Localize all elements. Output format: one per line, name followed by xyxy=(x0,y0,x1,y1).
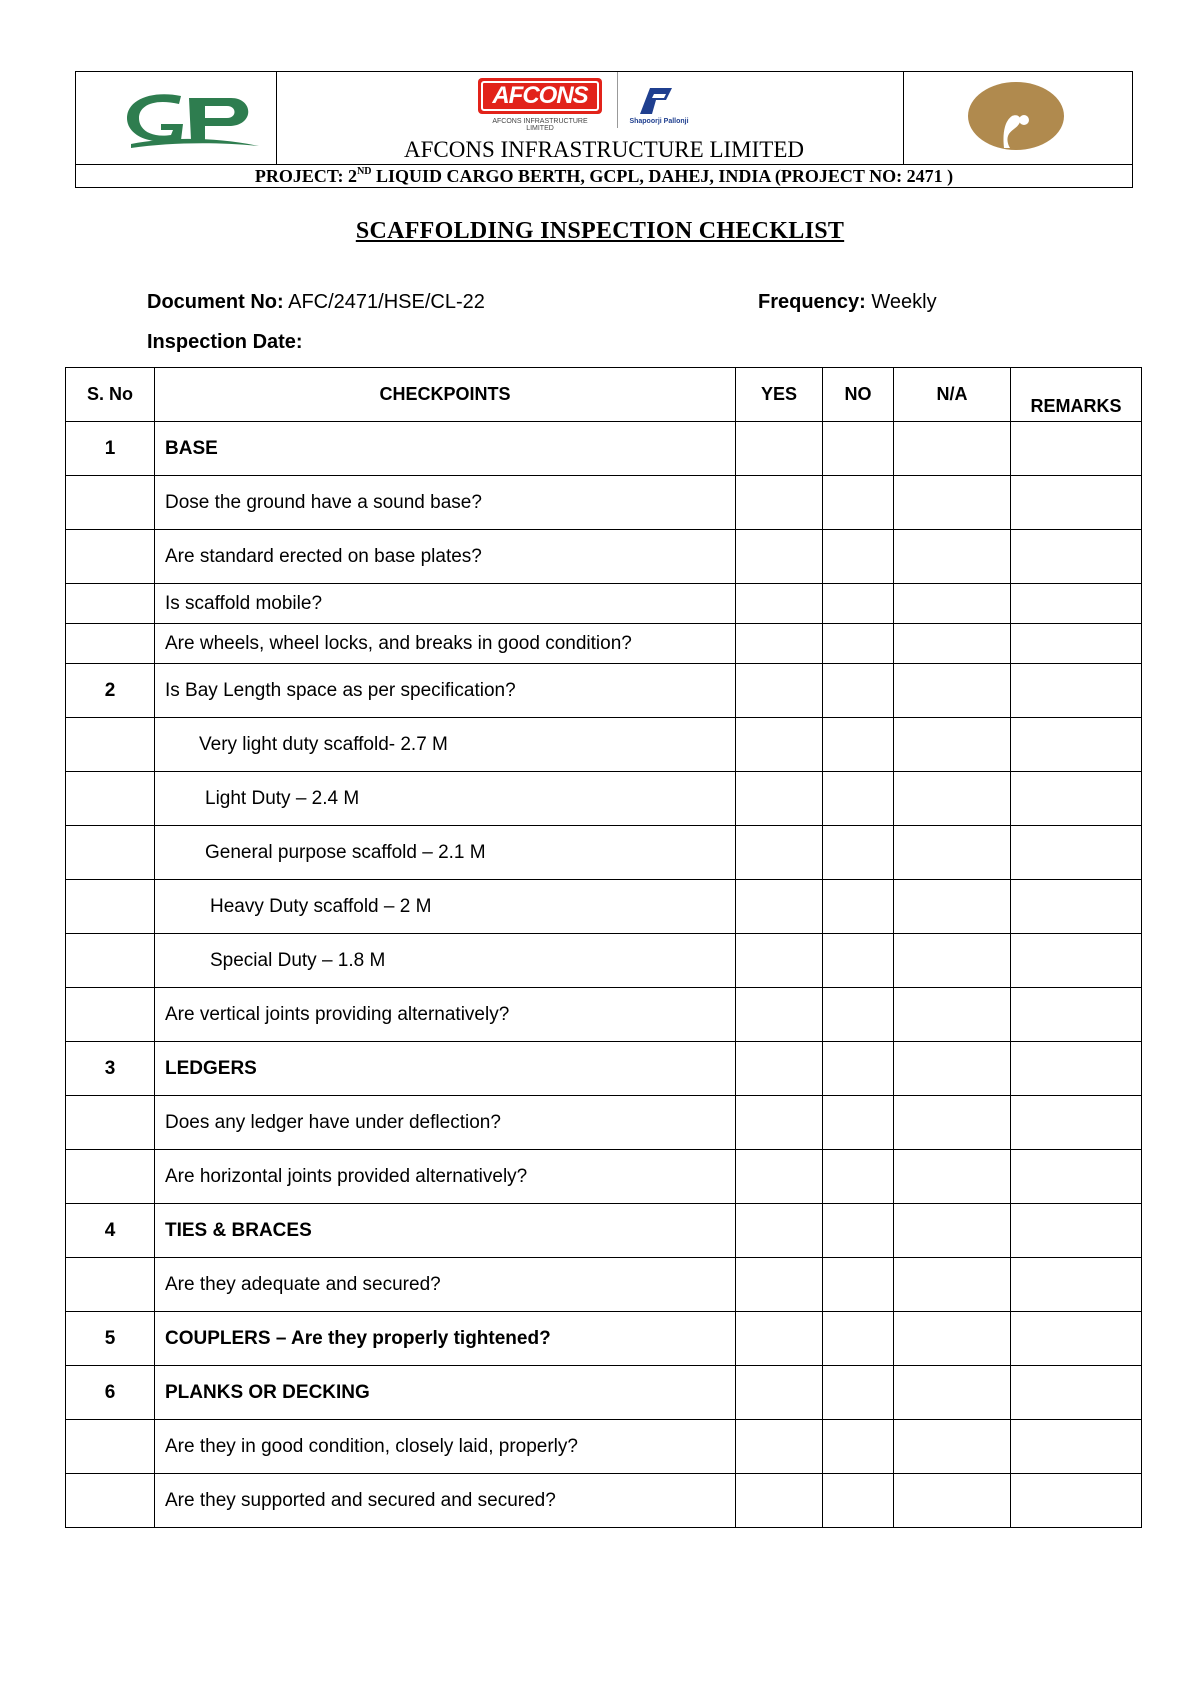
checkpoint-cell: Are standard erected on base plates? xyxy=(155,530,736,584)
table-row xyxy=(66,1096,1142,1150)
serial-number-cell: 5 xyxy=(66,1312,155,1366)
table-row xyxy=(66,1258,1142,1312)
no-cell[interactable] xyxy=(823,718,894,772)
checkpoint-cell: Very light duty scaffold- 2.7 M xyxy=(155,718,736,772)
inspection-date xyxy=(147,331,303,354)
checkpoint-cell: Are they supported and secured and secured? xyxy=(155,1474,736,1528)
na-cell[interactable] xyxy=(894,880,1011,934)
remarks-cell[interactable] xyxy=(1011,422,1142,476)
remarks-cell[interactable] xyxy=(1011,1258,1142,1312)
remarks-cell[interactable] xyxy=(1011,1204,1142,1258)
na-cell[interactable] xyxy=(894,1150,1011,1204)
na-cell[interactable] xyxy=(894,1042,1011,1096)
yes-cell[interactable] xyxy=(736,624,823,664)
checkpoint-cell: Are they adequate and secured? xyxy=(155,1258,736,1312)
serial-number-cell xyxy=(66,826,155,880)
checklist-table xyxy=(65,367,1142,1528)
serial-number-cell xyxy=(66,530,155,584)
checkpoint-cell: Special Duty – 1.8 M xyxy=(155,934,736,988)
serial-number-cell xyxy=(66,718,155,772)
serial-number-cell xyxy=(66,1150,155,1204)
yes-cell[interactable] xyxy=(736,664,823,718)
afcons-logo xyxy=(478,78,602,114)
yes-cell[interactable] xyxy=(736,826,823,880)
remarks-cell[interactable] xyxy=(1011,718,1142,772)
column-header-checkpoints: CHECKPOINTS xyxy=(155,368,736,422)
checkpoint-cell: Does any ledger have under deflection? xyxy=(155,1096,736,1150)
remarks-cell[interactable] xyxy=(1011,664,1142,718)
checkpoint-cell: Are vertical joints providing alternatively? xyxy=(155,988,736,1042)
serial-number-cell xyxy=(66,880,155,934)
column-header-na: N/A xyxy=(894,368,1011,422)
serial-number-cell xyxy=(66,772,155,826)
serial-number-cell: 1 xyxy=(66,422,155,476)
na-cell[interactable] xyxy=(894,530,1011,584)
yes-cell[interactable] xyxy=(736,1096,823,1150)
frequency-value: Weekly xyxy=(871,291,937,313)
checkpoint-cell: Heavy Duty scaffold – 2 M xyxy=(155,880,736,934)
no-cell[interactable] xyxy=(823,826,894,880)
yes-cell[interactable] xyxy=(736,1042,823,1096)
checkpoint-cell: Are wheels, wheel locks, and breaks in good condition? xyxy=(155,624,736,664)
serial-number-cell: 2 xyxy=(66,664,155,718)
checkpoint-cell: Are horizontal joints provided alternatively? xyxy=(155,1150,736,1204)
no-cell[interactable] xyxy=(823,530,894,584)
frequency xyxy=(758,291,937,314)
checkpoint-cell: Is scaffold mobile? xyxy=(155,584,736,624)
table-row xyxy=(66,624,1142,664)
serial-number-cell xyxy=(66,1474,155,1528)
company-name: AFCONS INFRASTRUCTURE LIMITED xyxy=(404,137,804,162)
remarks-cell[interactable] xyxy=(1011,1312,1142,1366)
header-divider xyxy=(76,164,1132,165)
table-row xyxy=(66,1150,1142,1204)
table-row xyxy=(66,772,1142,826)
afcons-logo-subtext: AFCONS INFRASTRUCTURE LIMITED xyxy=(492,118,588,132)
checkpoint-cell: Are they in good condition, closely laid, properly? xyxy=(155,1420,736,1474)
na-cell[interactable] xyxy=(894,1474,1011,1528)
na-cell[interactable] xyxy=(894,624,1011,664)
no-cell[interactable] xyxy=(823,934,894,988)
section-heading-cell: TIES & BRACES xyxy=(155,1204,736,1258)
table-row xyxy=(66,1420,1142,1474)
na-cell[interactable] xyxy=(894,1366,1011,1420)
na-cell[interactable] xyxy=(894,1096,1011,1150)
no-cell[interactable] xyxy=(823,1150,894,1204)
na-cell[interactable] xyxy=(894,772,1011,826)
remarks-cell[interactable] xyxy=(1011,1474,1142,1528)
shapoorji-pallonji-logo xyxy=(636,84,676,118)
serial-number-cell xyxy=(66,1420,155,1474)
inspection-date-label: Inspection Date: xyxy=(147,331,303,353)
column-header-sno: S. No xyxy=(66,368,155,422)
remarks-cell[interactable] xyxy=(1011,772,1142,826)
table-row xyxy=(66,422,1142,476)
table-row xyxy=(66,530,1142,584)
no-cell[interactable] xyxy=(823,624,894,664)
table-row xyxy=(66,826,1142,880)
yes-cell[interactable] xyxy=(736,934,823,988)
na-cell[interactable] xyxy=(894,584,1011,624)
document-header xyxy=(75,71,1133,188)
column-header-remarks: REMARKS xyxy=(1011,368,1142,422)
remarks-cell[interactable] xyxy=(1011,934,1142,988)
table-row xyxy=(66,988,1142,1042)
page-title: SCAFFOLDING INSPECTION CHECKLIST xyxy=(355,218,845,244)
yes-cell[interactable] xyxy=(736,880,823,934)
no-cell[interactable] xyxy=(823,1366,894,1420)
project-superscript: ND xyxy=(357,166,372,177)
checkpoint-cell: Light Duty – 2.4 M xyxy=(155,772,736,826)
no-cell[interactable] xyxy=(823,1474,894,1528)
serial-number-cell: 6 xyxy=(66,1366,155,1420)
remarks-cell[interactable] xyxy=(1011,624,1142,664)
table-row xyxy=(66,934,1142,988)
checkpoint-cell: General purpose scaffold – 2.1 M xyxy=(155,826,736,880)
yes-cell[interactable] xyxy=(736,1420,823,1474)
na-cell[interactable] xyxy=(894,664,1011,718)
shapoorji-pallonji-text: Shapoorji Pallonji xyxy=(629,118,689,125)
table-row xyxy=(66,1204,1142,1258)
yes-cell[interactable] xyxy=(736,476,823,530)
no-cell[interactable] xyxy=(823,1420,894,1474)
serial-number-cell: 3 xyxy=(66,1042,155,1096)
project-name: LIQUID CARGO BERTH, GCPL, DAHEJ, INDIA (PROJECT NO: 2471 ) xyxy=(371,166,954,186)
remarks-cell[interactable] xyxy=(1011,988,1142,1042)
table-row xyxy=(66,1312,1142,1366)
yes-cell[interactable] xyxy=(736,1204,823,1258)
document-number-label: Document No: xyxy=(147,291,284,313)
yes-cell[interactable] xyxy=(736,1312,823,1366)
no-cell[interactable] xyxy=(823,476,894,530)
project-prefix: PROJECT: 2 xyxy=(254,166,358,186)
table-row xyxy=(66,880,1142,934)
remarks-cell[interactable] xyxy=(1011,1420,1142,1474)
afcons-logo-text: AFCONS xyxy=(481,81,599,111)
checkpoint-cell: Is Bay Length space as per specification? xyxy=(155,664,736,718)
na-cell[interactable] xyxy=(894,1258,1011,1312)
section-heading-cell: BASE xyxy=(155,422,736,476)
section-heading-cell: LEDGERS xyxy=(155,1042,736,1096)
table-row xyxy=(66,476,1142,530)
remarks-cell[interactable] xyxy=(1011,880,1142,934)
na-cell[interactable] xyxy=(894,934,1011,988)
serial-number-cell xyxy=(66,1096,155,1150)
remarks-cell[interactable] xyxy=(1011,1366,1142,1420)
yes-cell[interactable] xyxy=(736,718,823,772)
remarks-cell[interactable] xyxy=(1011,1096,1142,1150)
table-row xyxy=(66,718,1142,772)
no-cell[interactable] xyxy=(823,422,894,476)
column-header-yes: YES xyxy=(736,368,823,422)
remarks-cell[interactable] xyxy=(1011,1042,1142,1096)
remarks-cell[interactable] xyxy=(1011,530,1142,584)
section-heading-cell: COUPLERS – Are they properly tightened? xyxy=(155,1312,736,1366)
na-cell[interactable] xyxy=(894,826,1011,880)
table-row xyxy=(66,1042,1142,1096)
no-cell[interactable] xyxy=(823,1042,894,1096)
yes-cell[interactable] xyxy=(736,530,823,584)
na-cell[interactable] xyxy=(894,422,1011,476)
no-cell[interactable] xyxy=(823,1204,894,1258)
document-number xyxy=(147,291,485,314)
no-cell[interactable] xyxy=(823,988,894,1042)
na-cell[interactable] xyxy=(894,718,1011,772)
table-row xyxy=(66,584,1142,624)
serial-number-cell xyxy=(66,624,155,664)
yes-cell[interactable] xyxy=(736,988,823,1042)
serial-number-cell: 4 xyxy=(66,1204,155,1258)
na-cell[interactable] xyxy=(894,476,1011,530)
no-cell[interactable] xyxy=(823,664,894,718)
no-cell[interactable] xyxy=(823,584,894,624)
na-cell[interactable] xyxy=(894,1204,1011,1258)
project-line xyxy=(76,166,1132,187)
table-row xyxy=(66,664,1142,718)
serial-number-cell xyxy=(66,476,155,530)
serial-number-cell xyxy=(66,988,155,1042)
document-number-value: AFC/2471/HSE/CL-22 xyxy=(288,291,485,313)
remarks-cell[interactable] xyxy=(1011,476,1142,530)
table-header-row xyxy=(66,368,1142,422)
logo-separator xyxy=(617,72,618,128)
section-heading-cell: PLANKS OR DECKING xyxy=(155,1366,736,1420)
yes-cell[interactable] xyxy=(736,1474,823,1528)
yes-cell[interactable] xyxy=(736,422,823,476)
yes-cell[interactable] xyxy=(736,772,823,826)
no-cell[interactable] xyxy=(823,880,894,934)
yes-cell[interactable] xyxy=(736,1258,823,1312)
yes-cell[interactable] xyxy=(736,584,823,624)
remarks-cell[interactable] xyxy=(1011,826,1142,880)
no-cell[interactable] xyxy=(823,1312,894,1366)
checkpoint-cell: Dose the ground have a sound base? xyxy=(155,476,736,530)
yes-cell[interactable] xyxy=(736,1150,823,1204)
table-row xyxy=(66,1366,1142,1420)
no-cell[interactable] xyxy=(823,1258,894,1312)
remarks-cell[interactable] xyxy=(1011,584,1142,624)
table-row xyxy=(66,1474,1142,1528)
yes-cell[interactable] xyxy=(736,1366,823,1420)
no-cell[interactable] xyxy=(823,1096,894,1150)
frequency-label: Frequency: xyxy=(758,291,866,313)
serial-number-cell xyxy=(66,1258,155,1312)
column-header-no: NO xyxy=(823,368,894,422)
no-cell[interactable] xyxy=(823,772,894,826)
remarks-cell[interactable] xyxy=(1011,1150,1142,1204)
na-cell[interactable] xyxy=(894,1312,1011,1366)
serial-number-cell xyxy=(66,934,155,988)
serial-number-cell xyxy=(66,584,155,624)
na-cell[interactable] xyxy=(894,1420,1011,1474)
na-cell[interactable] xyxy=(894,988,1011,1042)
